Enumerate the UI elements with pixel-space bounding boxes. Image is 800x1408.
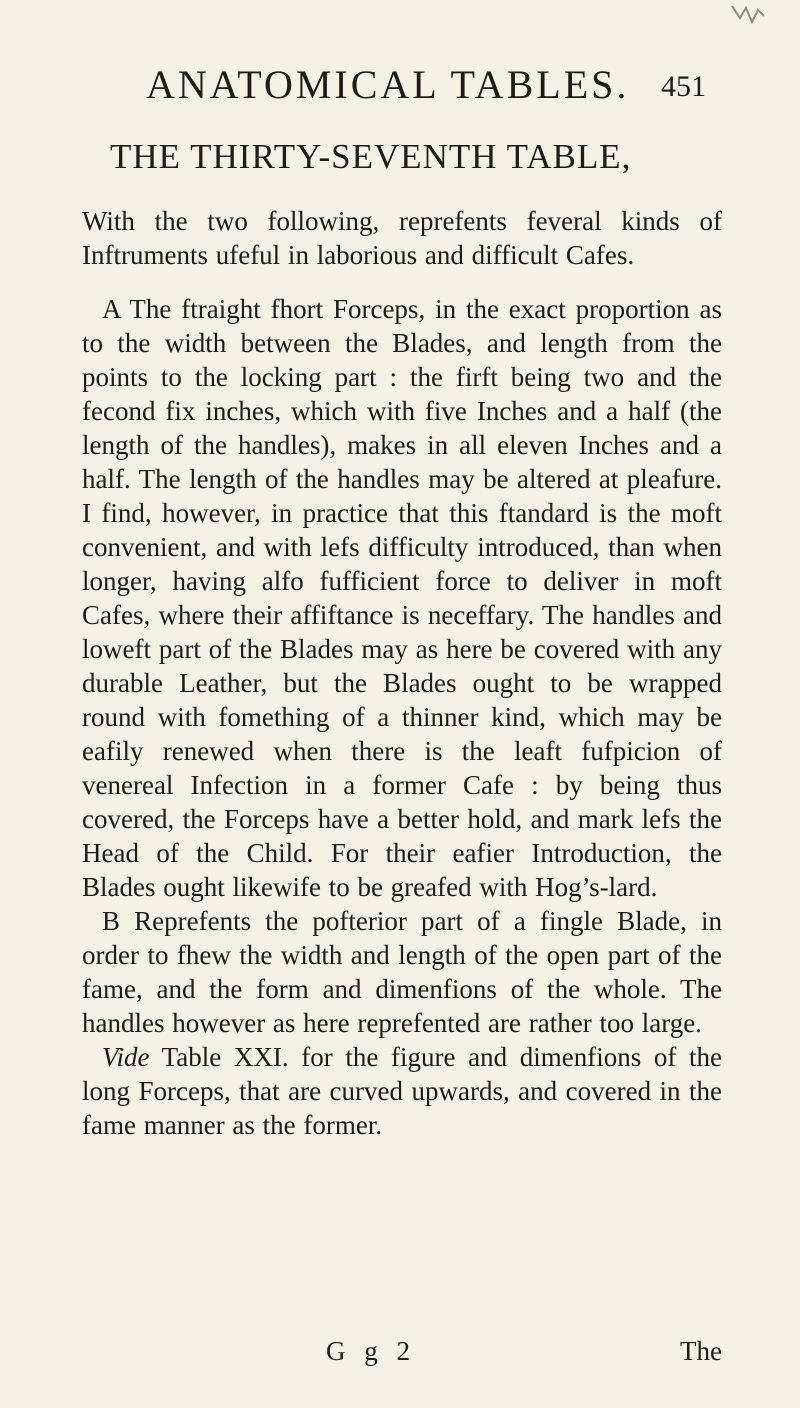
body-text: [82, 184, 722, 1142]
footer-line: [82, 1336, 722, 1376]
running-head-title: ANATOMICAL TABLES.: [146, 62, 630, 107]
ink-smudge-icon: [728, 4, 768, 28]
signature-mark: G g 2: [326, 1336, 416, 1366]
vide-text: Table XXI. for the figure and dimenfions of the long Forceps, that are curved upwards, and covered in the fame manner as the former.: [82, 1042, 722, 1140]
paragraph-a: A The ftraight fhort Forceps, in the exact proportion as to the width between the Blades, and length from the points to the locking part : the firft being two and the fecond fix inches, which with five Inches and a half (the length of the handles), makes in all eleven Inches and a half. The length of the handles may be altered at pleafure. I find, however, in practice that this ftandard is the moft convenient, and with lefs difficulty introduced, than when longer, having alfo fufficient force to deliver in moft Cafes, where their affiftance is neceffary. The handles and loweft part of the Blades may as here be covered with any durable Leather, but the Blades ought to be wrapped round with fomething of a thinner kind, which may be eafily renewed when there is the leaft fufpicion of venereal Infection in a former Cafe : by being thus covered, the Forceps have a better hold, and mark lefs the Head of the Child. For their eafier Introduction, the Blades ought likewife to be greafed with Hog’s-lard.: [82, 294, 722, 902]
paragraph-b: B Reprefents the pofterior part of a fingle Blade, in order to fhew the width and length of the open part of the fame, and the form and dimenfions of the whole. The handles however as here reprefented are rather too large.: [82, 906, 722, 1038]
vide-paragraph: [82, 1040, 722, 1142]
catchword: The: [680, 1336, 722, 1366]
vide-word: Vide: [102, 1042, 150, 1072]
table-heading: THE THIRTY-SEVENTH TABLE,: [110, 137, 632, 176]
intro-paragraph: With the two following, reprefents feveral kinds of Inftruments ufeful in laborious and difficult Cafes.: [82, 206, 722, 270]
page-number: 451: [661, 70, 706, 103]
running-head: [146, 60, 706, 110]
